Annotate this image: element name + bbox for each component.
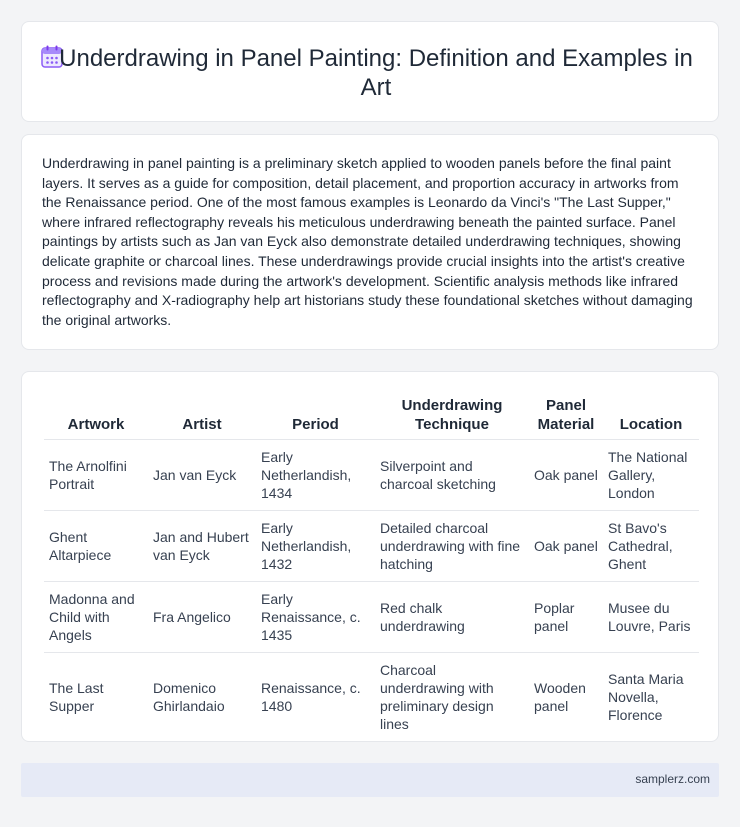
cell-artist: Fra Angelico bbox=[148, 582, 256, 653]
column-header-artist: Artist bbox=[182, 416, 222, 433]
cell-period: Renaissance, c. 1480 bbox=[256, 653, 375, 742]
cell-artwork: Ghent Altarpiece bbox=[44, 511, 148, 582]
header-card bbox=[21, 21, 719, 122]
cell-artist: Domenico Ghirlandaio bbox=[148, 653, 256, 742]
intro-card bbox=[21, 134, 719, 350]
cell-artist: Jan van Eyck bbox=[148, 440, 256, 511]
footer bbox=[21, 763, 719, 797]
column-header-technique: Underdrawing Technique bbox=[401, 397, 503, 433]
cell-material: Wooden panel bbox=[529, 653, 603, 742]
table-header-row bbox=[44, 391, 699, 440]
cell-material: Oak panel bbox=[529, 511, 603, 582]
cell-material: Oak panel bbox=[529, 440, 603, 511]
table-row bbox=[44, 440, 699, 511]
intro-paragraph: Underdrawing in panel painting is a preliminary sketch applied to wooden panels before the final paint layers. It serves as a guide for composition, detail placement, and proportion accuracy in artworks from the Renaissance period. One of the most famous examples is Leonardo da Vinci's "The Last Supper," where infrared reflectography reveals his meticulous underdrawing beneath the painted surface. Panel paintings by artists such as Jan van Eyck also demonstrate detailed underdrawing techniques, showing delicate graphite or charcoal lines. These underdrawings provide crucial insights into the artist's creative process and revisions made during the artwork's development. Scientific analysis methods like infrared reflectography and X-radiography help art historians study these foundational sketches without damaging the original artworks. bbox=[42, 155, 693, 328]
page-title: Underdrawing in Panel Painting: Definition and Examples in Art bbox=[59, 45, 693, 101]
column-header-period: Period bbox=[292, 416, 339, 433]
table-row bbox=[44, 582, 699, 653]
artworks-table bbox=[44, 391, 699, 742]
cell-technique: Charcoal underdrawing with preliminary design lines bbox=[375, 653, 529, 742]
cell-material: Poplar panel bbox=[529, 582, 603, 653]
cell-location: Musee du Louvre, Paris bbox=[603, 582, 699, 653]
cell-period: Early Netherlandish, 1432 bbox=[256, 511, 375, 582]
table-row bbox=[44, 653, 699, 742]
cell-artwork: The Arnolfini Portrait bbox=[44, 440, 148, 511]
cell-artwork: Madonna and Child with Angels bbox=[44, 582, 148, 653]
cell-artwork: The Last Supper bbox=[44, 653, 148, 742]
column-header-artwork: Artwork bbox=[67, 416, 125, 433]
cell-location: The National Gallery, London bbox=[603, 440, 699, 511]
cell-technique: Red chalk underdrawing bbox=[375, 582, 529, 653]
site-link[interactable]: samplerz.com bbox=[635, 772, 710, 786]
cell-period: Early Netherlandish, 1434 bbox=[256, 440, 375, 511]
cell-technique: Detailed charcoal underdrawing with fine hatching bbox=[375, 511, 529, 582]
table-row bbox=[44, 511, 699, 582]
cell-location: Santa Maria Novella, Florence bbox=[603, 653, 699, 742]
cell-location: St Bavo's Cathedral, Ghent bbox=[603, 511, 699, 582]
cell-artist: Jan and Hubert van Eyck bbox=[148, 511, 256, 582]
cell-period: Early Renaissance, c. 1435 bbox=[256, 582, 375, 653]
cell-technique: Silverpoint and charcoal sketching bbox=[375, 440, 529, 511]
column-header-material: Panel Material bbox=[537, 397, 595, 433]
table-card bbox=[21, 371, 719, 742]
column-header-location: Location bbox=[619, 416, 683, 433]
